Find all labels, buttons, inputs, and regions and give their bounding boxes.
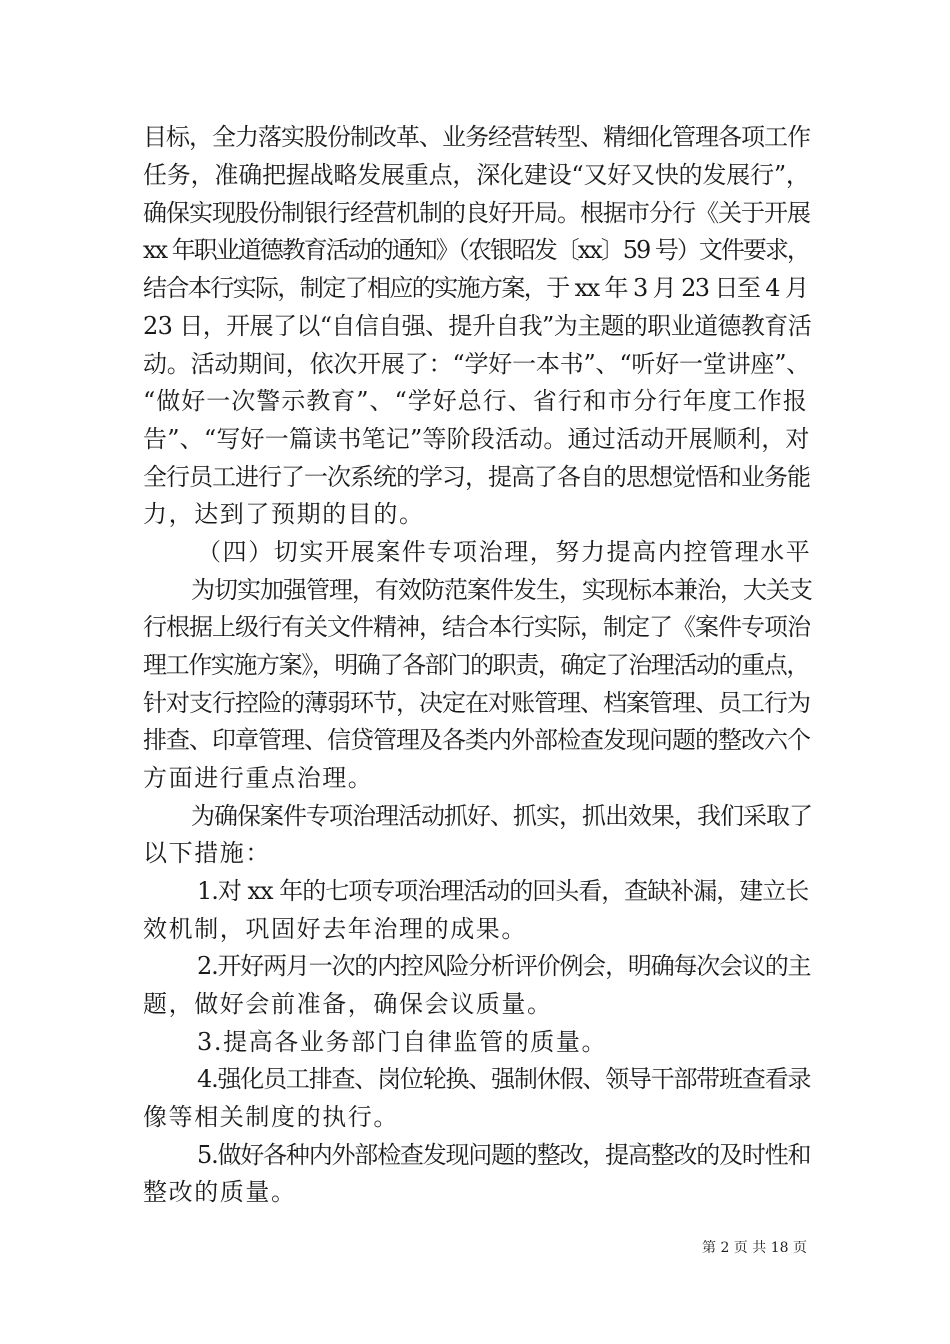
body-line: 针对支行控险的薄弱环节，决定在对账管理、档案管理、员工行为	[143, 689, 810, 717]
body-line: 全行员工进行了一次系统的学习，提高了各自的思想觉悟和业务能	[143, 463, 810, 491]
body-line: “做好一次警示教育”、“学好总行、省行和市分行年度工作报	[143, 387, 808, 415]
body-line: 方面进行重点治理。	[143, 764, 374, 792]
list-item: 3.提高各业务部门自律监管的质量。	[197, 1028, 608, 1056]
list-item-continuation: 像等相关制度的执行。	[143, 1103, 399, 1131]
section-heading: （四）切实开展案件专项治理，努力提高内控管理水平	[197, 538, 812, 566]
list-item: 5.做好各种内外部检查发现问题的整改，提高整改的及时性和	[197, 1141, 811, 1169]
body-line: 为切实加强管理，有效防范案件发生，实现标本兼治，大关支	[191, 576, 812, 604]
list-item: 2.开好两月一次的内控风险分析评价例会，明确每次会议的主	[197, 952, 811, 980]
page-number-footer: 第 2 页 共 18 页	[702, 1240, 807, 1256]
body-line: 理工作实施方案》，明确了各部门的职责，确定了治理活动的重点，	[143, 651, 809, 679]
body-line: 行根据上级行有关文件精神，结合本行实际，制定了《案件专项治	[143, 613, 810, 641]
body-line: 目标，全力落实股份制改革、业务经营转型、精细化管理各项工作	[143, 123, 810, 151]
body-line: 力，达到了预期的目的。	[143, 500, 425, 528]
body-line: 排查、印章管理、信贷管理及各类内外部检查发现问题的整改六个	[143, 726, 810, 754]
body-line: 动。活动期间，依次开展了：“学好一本书”、“听好一堂讲座”、	[143, 350, 811, 378]
list-item: 4.强化员工排查、岗位轮换、强制休假、领导干部带班查看录	[197, 1065, 811, 1093]
body-line: 以下措施：	[143, 839, 271, 867]
body-line: 为确保案件专项治理活动抓好、抓实，抓出效果，我们采取了	[191, 802, 812, 830]
list-item-continuation: 效机制，巩固好去年治理的成果。	[143, 915, 527, 943]
body-line: xx 年职业道德教育活动的通知》（农银昭发〔xx〕59 号）文件要求，	[143, 236, 809, 264]
body-line: 告”、“写好一篇读书笔记”等阶段活动。通过活动开展顺利，对	[143, 425, 810, 453]
body-line: 任务，准确把握战略发展重点，深化建设“又好又快的发展行”，	[143, 161, 810, 189]
list-item-continuation: 题，做好会前准备，确保会议质量。	[143, 990, 553, 1018]
list-item-continuation: 整改的质量。	[143, 1178, 297, 1206]
list-item: 1.对 xx 年的七项专项治理活动的回头看，查缺补漏，建立长	[197, 877, 809, 905]
body-line: 23 日，开展了以“自信自强、提升自我”为主题的职业道德教育活	[143, 312, 812, 340]
body-line: 结合本行实际，制定了相应的实施方案，于 xx 年 3 月 23 日至 4 月	[143, 274, 808, 302]
body-line: 确保实现股份制银行经营机制的良好开局。根据市分行《关于开展	[143, 199, 810, 227]
